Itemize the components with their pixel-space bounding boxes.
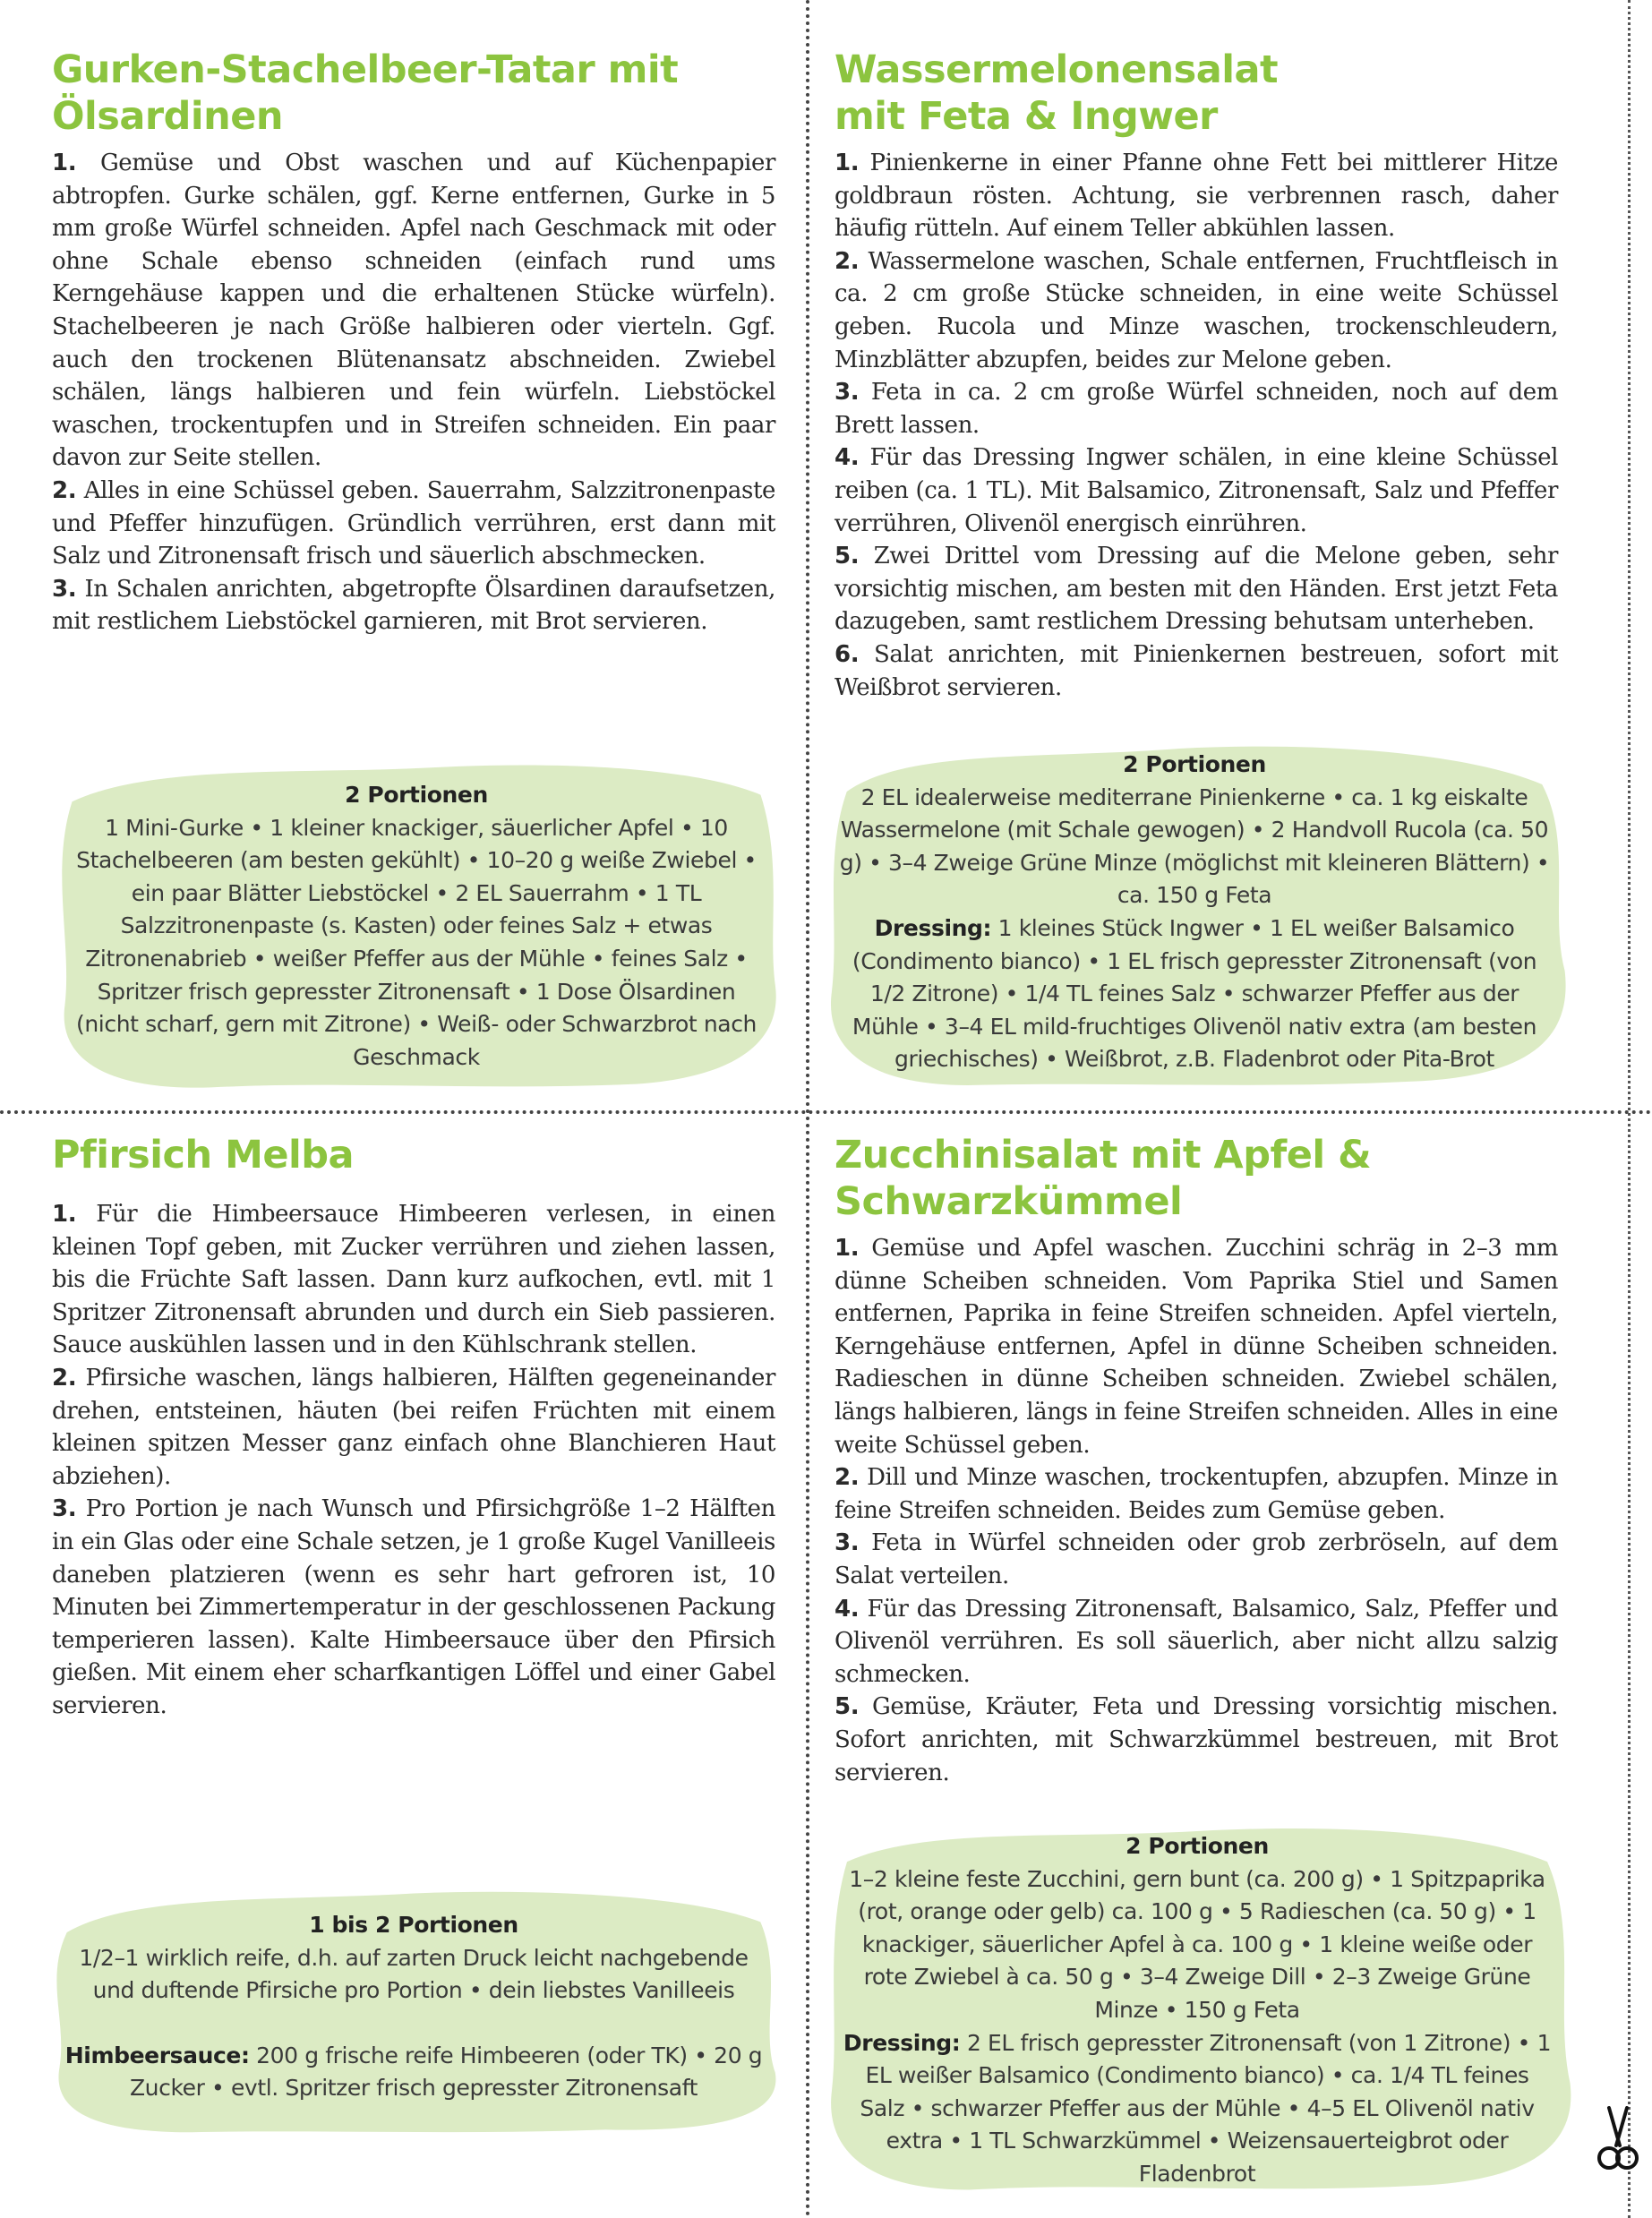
step: 2. Wassermelone waschen, Schale entfernen, Fruchtfleisch in ca. 2 cm große Stücke schneiden, in eine weite Schüssel geben. Rucola und Minze waschen, trockenschleudern, Minzblätter abzupfen, beides zur Melone geben. [835, 247, 1558, 373]
step: 1. Gemüse und Obst waschen und auf Küchenpapier abtropfen. Gurke schälen, ggf. Kerne entfernen, Gurke in 5 mm große Würfel schneiden. Apfel nach Geschmack mit oder ohne Schale ebenso schneiden (einfach rund ums Kerngehäuse kappen und die erhaltenen Stücke würfeln). Stachelbeeren je nach Größe halbieren oder vierteln. Ggf. auch den trockenen Blütenansatz abschneiden. Zwiebel schälen, längs halbieren und fein würfeln. Liebstöckel waschen, trockentupfen und in Streifen schneiden. Ein paar davon zur Seite stellen. [52, 150, 775, 472]
sauce-list: Himbeersauce: 200 g frische reife Himbeeren (oder TK) • 20 g Zucker • evtl. Spritzer frisch gepresster Zitronensaft [64, 2042, 763, 2102]
ingredients-box-gurken-tatar [50, 754, 783, 1094]
step: 2. Alles in eine Schüssel geben. Sauerrahm, Salzzitronenpaste und Pfeffer hinzufügen. Gründlich verrühren, erst dann mit Salz und Zitronensaft frisch und säuerlich abschmecken. [52, 476, 776, 570]
recipe-title: Gurken-Stachelbeer-Tatar mit Ölsardinen [52, 47, 679, 139]
step: 2. Pfirsiche waschen, längs halbieren, Hälften gegeneinander drehen, entsteinen, häuten (bei reifen Früchten mit einem kleinen spitzen Messer ganz einfach ohne Blanchieren Haut abziehen). [52, 1364, 775, 1490]
ingredient-list: 1/2–1 wirklich reife, d.h. auf zarten Druck leicht nachgebende und duftende Pfirsiche pro Portion • dein liebstes Vanilleeis [79, 1944, 749, 2004]
recipe-steps [835, 147, 1558, 704]
page-edge-cut-line [1628, 0, 1631, 2218]
step: 3. Feta in Würfel schneiden oder grob zerbröseln, auf dem Salat verteilen. [835, 1529, 1558, 1589]
recipe-title: Wassermelonensalat mit Feta & Ingwer [835, 47, 1279, 139]
step: 4. Für das Dressing Ingwer schälen, in eine kleine Schüssel reiben (ca. 1 TL). Mit Balsamico, Zitronensaft, Salz und Pfeffer verrühren, Olivenöl energisch einrühren. [835, 444, 1558, 537]
ingredients-box-zucchinisalat [817, 1816, 1578, 2197]
step: 1. Für die Himbeersauce Himbeeren verlesen, in einen kleinen Topf geben, mit Zucker verrühren und ziehen lassen, bis die Früchte Saft lassen. Dann kurz aufkochen, evtl. mit 1 Spritzer Zitronensaft abrunden und durch ein Sieb passieren. Sauce auskühlen lassen und in den Kühlschrank stellen. [52, 1201, 776, 1359]
recipe-card-zucchinisalat [835, 1132, 1558, 1789]
ingredients-text [817, 1830, 1578, 2191]
recipe-card-gurken-tatar [52, 47, 775, 638]
ingredients-text [45, 1909, 783, 2105]
recipe-title: Pfirsich Melba [52, 1133, 355, 1178]
ingredients-box-wassermelonensalat [817, 734, 1572, 1092]
step: 5. Gemüse, Kräuter, Feta und Dressing vorsichtig mischen. Sofort anrichten, mit Schwarzkümmel bestreuen, mit Brot servieren. [835, 1693, 1558, 1786]
recipe-steps [835, 1232, 1558, 1789]
recipe-steps [52, 147, 775, 638]
dressing-list: Dressing: 2 EL frisch gepresster Zitronensaft (von 1 Zitrone) • 1 EL weißer Balsamico (Condimento bianco) • ca. 1/4 TL feines Salz • schwarzer Pfeffer aus der Mühle • 4–5 EL Olivenöl nativ extra • 1 TL Schwarzkümmel • Weizensauerteigbrot oder Fladenbrot [843, 2029, 1552, 2187]
step: 1. Gemüse und Apfel waschen. Zucchini schräg in 2–3 mm dünne Scheiben schneiden. Vom Paprika Stiel und Samen entfernen, Paprika in feine Streifen schneiden. Apfel vierteln, Kerngehäuse entfernen, Apfel in dünne Scheiben schneiden. Radieschen in dünne Scheiben schneiden. Zwiebel schälen, längs halbieren, längs in feine Streifen schneiden. Alles in eine weite Schüssel geben. [835, 1235, 1558, 1459]
step: 5. Zwei Drittel vom Dressing auf die Melone geben, sehr vorsichtig mischen, am besten mit den Händen. Erst jetzt Feta dazugeben, samt restlichem Dressing behutsam unterheben. [835, 543, 1558, 636]
step: 3. In Schalen anrichten, abgetropfte Ölsardinen daraufsetzen, mit restlichem Liebstöckel garnieren, mit Brot servieren. [52, 575, 775, 636]
portions-label: 2 Portionen [345, 782, 488, 808]
scissors-icon [1595, 2106, 1641, 2172]
ingredients-box-pfirsich-melba [45, 1880, 783, 2140]
recipe-steps [52, 1198, 775, 1723]
horizontal-cut-line [0, 1110, 1652, 1114]
portions-label: 2 Portionen [1126, 1833, 1269, 1859]
dressing-list: Dressing: 1 kleines Stück Ingwer • 1 EL weißer Balsamico (Condimento bianco) • 1 EL frisch gepresster Zitronensaft (von 1/2 Zitrone) • 1/4 TL feines Salz • schwarzer Pfeffer aus der Mühle • 3–4 EL mild-fruchtiges Olivenöl nativ extra (am besten griechisches) • Weißbrot, z.B. Fladenbrot oder Pita-Brot [852, 914, 1537, 1073]
sauce-label: Himbeersauce: [64, 2042, 250, 2068]
recipe-card-wassermelonensalat [835, 47, 1558, 704]
portions-label: 2 Portionen [1123, 751, 1266, 777]
dressing-label: Dressing: [843, 2029, 961, 2056]
dressing-label: Dressing: [874, 914, 992, 941]
step: 3. Pro Portion je nach Wunsch und Pfirsichgröße 1–2 Hälften in ein Glas oder eine Schale setzen, je 1 große Kugel Vanilleeis daneben platzieren (wenn es sehr hart gefroren ist, 10 Minuten bei Zimmertemperatur in der geschlossenen Packung temperieren lassen). Kalte Himbeersauce über den Pfirsich gießen. Mit einem eher scharfkantigen Löffel und einer Gabel servieren. [52, 1495, 775, 1719]
portions-label: 1 bis 2 Portionen [309, 1912, 518, 1938]
ingredient-list: 1–2 kleine feste Zucchini, gern bunt (ca. 200 g) • 1 Spitzpaprika (rot, orange oder gelb) ca. 100 g • 5 Radieschen (ca. 50 g) • 1 knackiger, säuerlicher Apfel à ca. 100 g • 1 kleine weiße oder rote Zwiebel à ca. 50 g • 3–4 Zweige Dill • 2–3 Zweige Grüne Minze • 150 g Feta [849, 1865, 1545, 2023]
recipe-title: Zucchinisalat mit Apfel & Schwarzkümmel [835, 1133, 1372, 1224]
step: 4. Für das Dressing Zitronensaft, Balsamico, Salz, Pfeffer und Olivenöl verrühren. Es soll säuerlich, aber nicht allzu salzig schmecken. [835, 1595, 1558, 1688]
step: 6. Salat anrichten, mit Pinienkernen bestreuen, sofort mit Weißbrot servieren. [835, 640, 1558, 701]
ingredients-text [817, 749, 1572, 1076]
step: 2. Dill und Minze waschen, trockentupfen, abzupfen. Minze in feine Streifen schneiden. Beides zum Gemüse geben. [835, 1464, 1558, 1524]
step: 1. Pinienkerne in einer Pfanne ohne Fett bei mittlerer Hitze goldbraun rösten. Achtung, sie verbrennen rasch, daher häufig rütteln. Auf einem Teller abkühlen lassen. [835, 150, 1558, 243]
ingredient-list: 1 Mini-Gurke • 1 kleiner knackiger, säuerlicher Apfel • 10 Stachelbeeren (am besten gekühlt) • 10–20 g weiße Zwiebel • ein paar Blätter Liebstöckel • 2 EL Sauerrahm • 1 TL Salzzitronenpaste (s. Kasten) oder feines Salz + etwas Zitronenabrieb • weißer Pfeffer aus der Mühle • feines Salz • Spritzer frisch gepresster Zitronensaft • 1 Dose Ölsardinen (nicht scharf, gern mit Zitrone) • Weiß- oder Schwarzbrot nach Geschmack [76, 814, 757, 1070]
recipe-card-pfirsich-melba [52, 1132, 775, 1723]
step: 3. Feta in ca. 2 cm große Würfel schneiden, noch auf dem Brett lassen. [835, 379, 1558, 439]
ingredient-list: 2 EL idealerweise mediterrane Pinienkerne • ca. 1 kg eiskalte Wassermelone (mit Schale gewogen) • 2 Handvoll Rucola (ca. 50 g) • 3–4 Zweige Grüne Minze (möglichst mit kleineren Blättern) • ca. 150 g Feta [839, 784, 1550, 909]
vertical-cut-line [806, 0, 809, 2218]
ingredients-text [50, 779, 783, 1074]
